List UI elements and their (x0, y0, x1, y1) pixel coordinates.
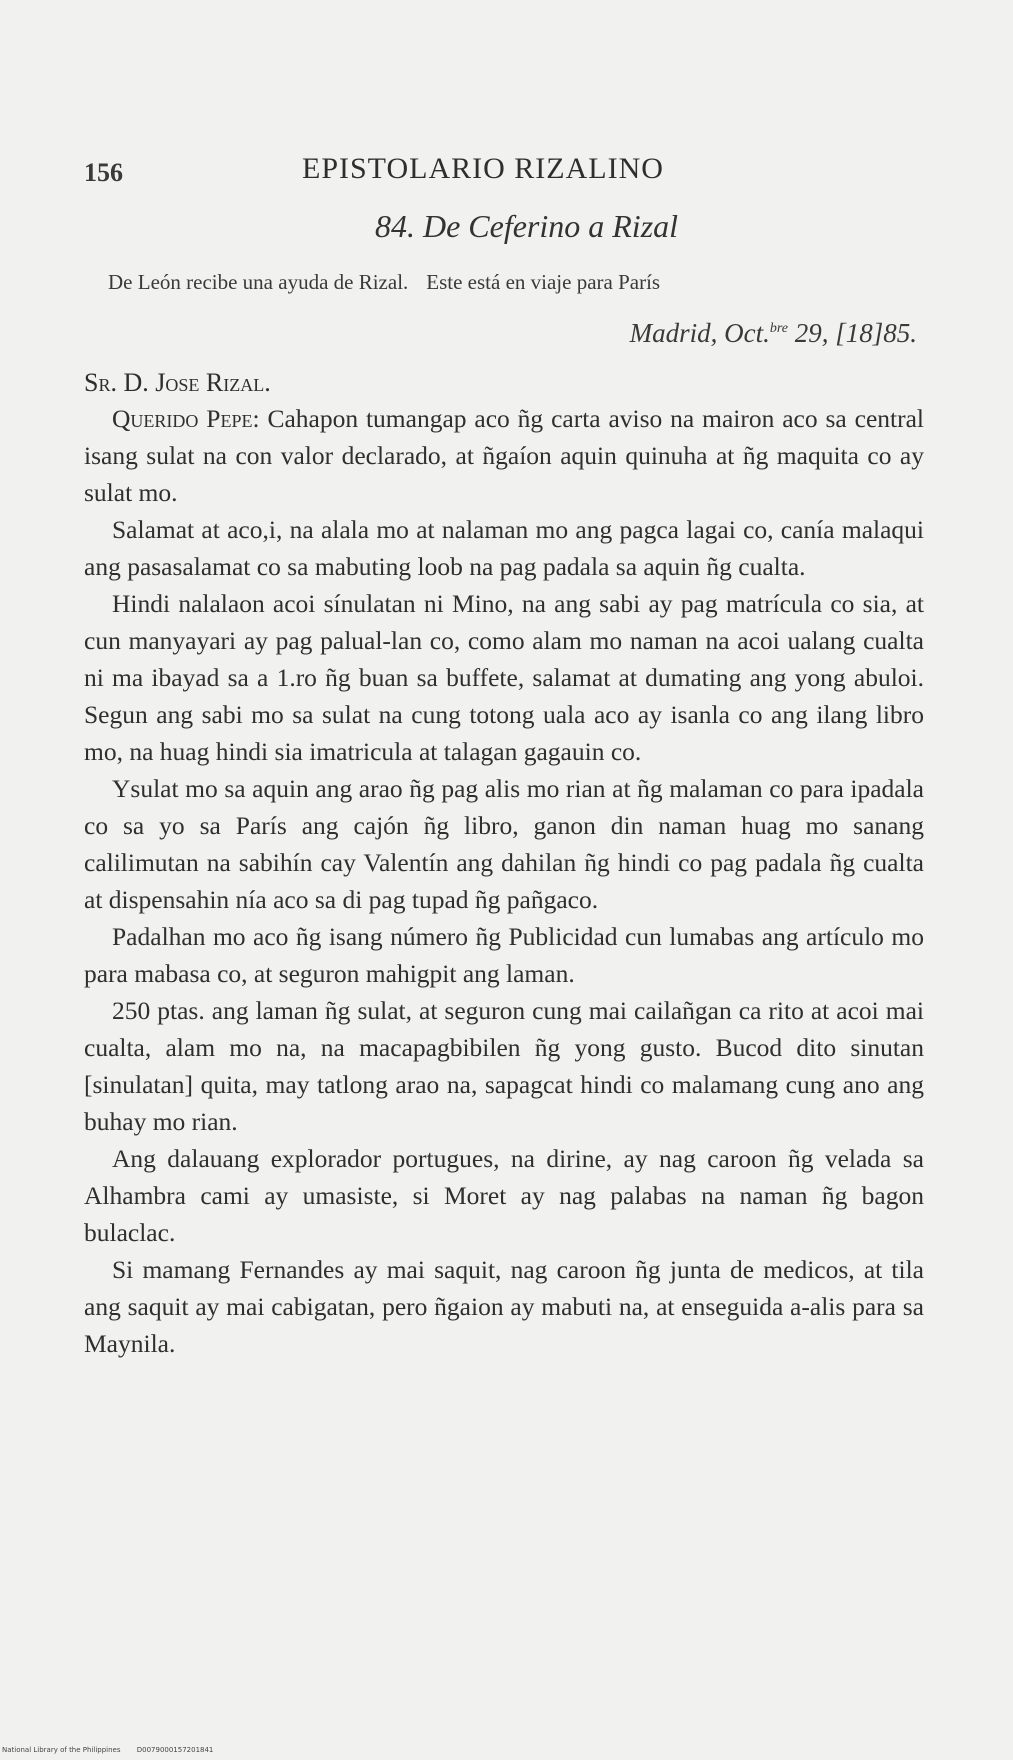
summary-part-2: Este está en viaje para París (426, 270, 661, 294)
letter-title: 84. De Ceferino a Rizal (374, 208, 679, 244)
running-head: EPISTOLARIO RIZALINO (302, 152, 664, 185)
paragraph: Ang dalauang explorador portugues, na dirine, ay nag caroon ñg velada sa Alhambra cami ay umasiste, si Moret ay nag palabas na naman ñg bagon bulaclac. (84, 1144, 924, 1247)
salutation: Sr. D. Jose Rizal. (84, 368, 271, 397)
paragraph: Si mamang Fernandes ay mai saquit, nag caroon ñg junta de medicos, at tila ang saquit ay mai cabigatan, pero ñgaion ay mabuti na, at enseguida a-alis para sa Maynila. (84, 1255, 924, 1358)
paragraph: Ysulat mo sa aquin ang arao ñg pag alis mo rian at ñg malaman co para ipadala co sa yo sa París ang cajón ñg libro, ganon din naman huag mo sanang calilimutan na sabihín cay Valentín ang dahilan ñg hindi co pag padala ñg cualta at dispensahin nía aco sa di pag tupad ñg pañgaco. (84, 774, 924, 914)
paragraph-text: : Cahapon tumangap aco ñg carta aviso na mairon aco sa central isang sulat na con valor declarado, at ñgaíon aquin quinuha at ñg maquita co ay sulat mo. (84, 404, 925, 507)
letter-body (84, 400, 924, 1362)
letter-summary (108, 270, 660, 295)
paragraph: Padalhan mo aco ñg isang número ñg Publicidad cun lumabas ang artículo mo para mabasa co, at seguron mahigpit ang laman. (84, 922, 924, 988)
dateline (630, 318, 917, 349)
page-number: 156 (84, 158, 123, 187)
paragraph: 250 ptas. ang laman ñg sulat, at seguron cung mai cailañgan ca rito at acoi mai cualta, alam mo na, na macapagbibilen ñg yong gusto. Bucod dito sinutan [sinulatan] quita, may tatlong arao na, sapagcat hindi co malamang cung ano ang buhay mo rian. (84, 996, 924, 1136)
paragraph: Hindi nalalaon acoi sínulatan ni Mino, na ang sabi ay pag matrícula co sia, at cun manyayari ay pag palual-lan co, como alam mo naman na acoi ualang cualta ni ma ibayad sa a 1.ro ñg buan sa buffete, salamat at dumating ang yong abuloi. Segun ang sabi mo sa sulat na cung totong uala aco ay isanla co ang ilang libro mo, na huag hindi sia imatricula at talagan gagauin co. (84, 589, 924, 766)
page-header (84, 152, 924, 192)
paragraph: Salamat at aco,i, na alala mo at nalaman mo ang pagca lagai co, canía malaqui ang pasasalamat co sa mabuting loob na pag padala sa aquin ñg cualta. (84, 515, 924, 581)
footer-code: D0079000157201841 (136, 1746, 214, 1754)
summary-part-1: De León recibe una ayuda de Rizal. (108, 270, 409, 294)
scan-footer (2, 1746, 227, 1754)
dateline-superscript: bre (769, 321, 788, 336)
footer-library: National Library of the Philippines (2, 1746, 121, 1754)
dateline-rest: 29, [18]85. (787, 318, 917, 348)
greeting: Querido Pepe (112, 404, 253, 433)
dateline-main: Madrid, Oct. (629, 318, 770, 348)
paragraph (84, 400, 924, 511)
